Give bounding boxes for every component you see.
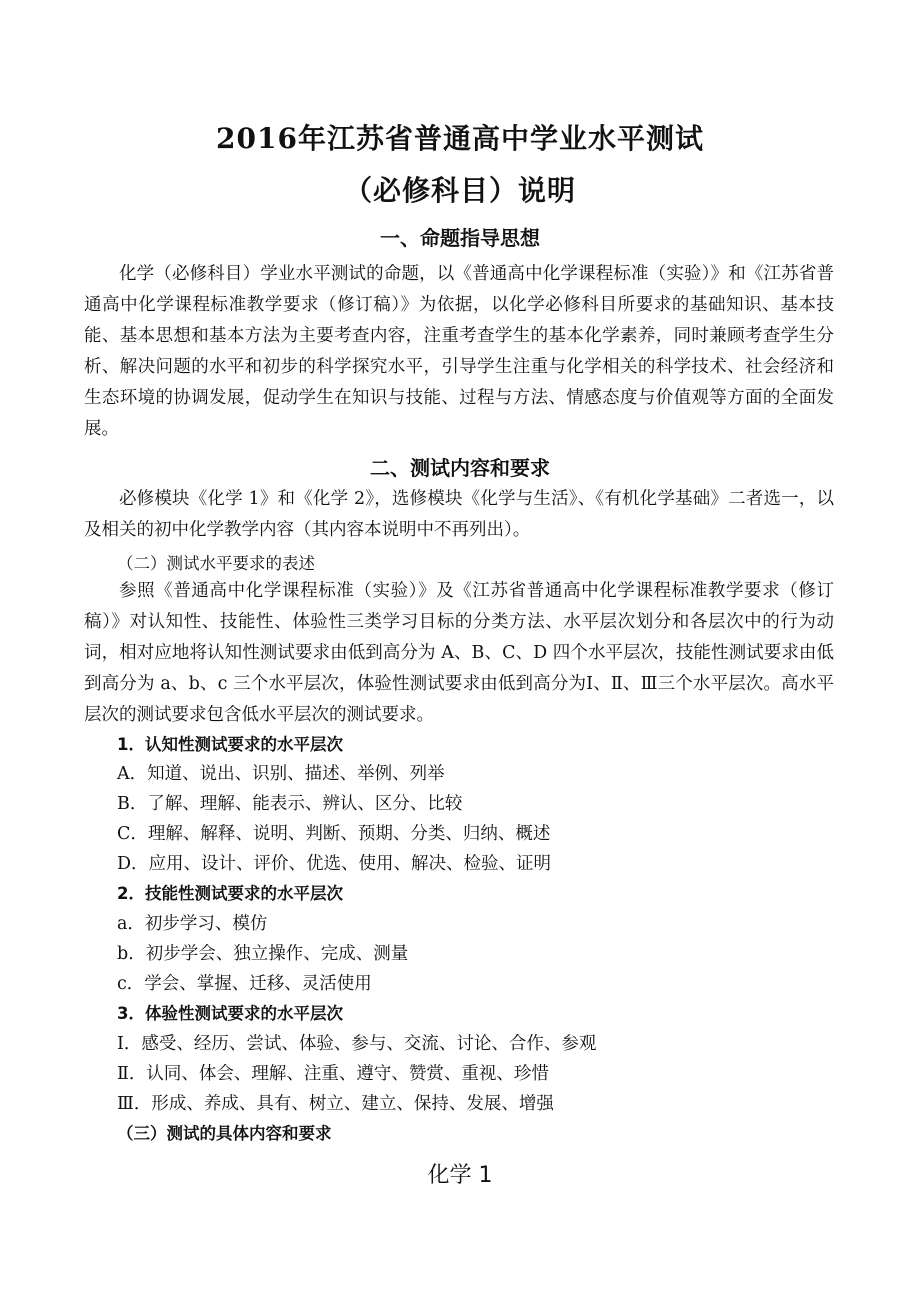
level1-item: B．了解、理解、能表示、辨认、区分、比较 — [117, 794, 463, 814]
section2-paragraph: 必修模块《化学 1》和《化学 2》，选修模块《化学与生活》、《有机化学基础》二者选一，以及相关的初中化学教学内容（其内容本说明中不再列出）。 — [84, 489, 834, 540]
level1-heading: 1．认知性测试要求的水平层次 — [117, 735, 343, 754]
sub2-paragraph: 参照《普通高中化学课程标准（实验）》及《江苏省普通高中化学课程标准教学要求（修订稿）》对认知性、技能性、体验性三类学习目标的分类方法、水平层次划分和各层次中的行为动词，相对应地将认知性测试要求由低到高分为 A、B、C、D 四个水平层次，技能性测试要求由低到高分为 a、b、c 三个水平层次，体验性测试要求由低到高分为Ⅰ、Ⅱ、Ⅲ三个水平层次。高水平层次的测试要求包含低水平层次的测试要求。 — [84, 581, 834, 725]
document-title-line2: （必修科目）说明 — [343, 174, 576, 207]
level3-item: Ⅱ．认同、体会、理解、注重、遵守、赞赏、重视、珍惜 — [117, 1064, 549, 1084]
document-title-line1: 2016年江苏省普通高中学业水平测试 — [216, 122, 704, 155]
sub2-heading: （二）测试水平要求的表述 — [117, 554, 315, 573]
level3-item: Ⅲ．形成、养成、具有、树立、建立、保持、发展、增强 — [117, 1094, 554, 1114]
sub3-heading: （三）测试的具体内容和要求 — [117, 1124, 332, 1143]
level1-item: A．知道、说出、识别、描述、举例、列举 — [117, 764, 445, 784]
level2-item: a．初步学习、模仿 — [117, 914, 268, 934]
module-title: 化学 1 — [427, 1163, 493, 1188]
level1-item: D．应用、设计、评价、优选、使用、解决、检验、证明 — [117, 854, 552, 874]
level1-item: C．理解、解释、说明、判断、预期、分类、归纳、概述 — [117, 824, 551, 844]
section1-paragraph: 化学（必修科目）学业水平测试的命题，以《普通高中化学课程标准（实验）》和《江苏省普通高中化学课程标准教学要求（修订稿）》为依据，以化学必修科目所要求的基础知识、基本技能、基本思想和基本方法为主要考查内容，注重考查学生的基本化学素养，同时兼顾考查学生分析、解决问题的水平和初步的科学探究水平，引导学生注重与化学相关的科学技术、社会经济和生态环境的协调发展，促动学生在知识与技能、过程与方法、情感态度与价值观等方面的全面发展。 — [84, 264, 834, 439]
section2-heading: 二、测试内容和要求 — [370, 456, 550, 480]
level2-item: b．初步学会、独立操作、完成、测量 — [117, 944, 409, 964]
level3-heading: 3．体验性测试要求的水平层次 — [117, 1004, 343, 1023]
section1-heading: 一、命题指导思想 — [380, 226, 540, 250]
level2-heading: 2．技能性测试要求的水平层次 — [117, 884, 343, 903]
level2-item: c．学会、掌握、迁移、灵活使用 — [117, 974, 372, 994]
level3-item: Ⅰ．感受、经历、尝试、体验、参与、交流、讨论、合作、参观 — [117, 1034, 597, 1054]
